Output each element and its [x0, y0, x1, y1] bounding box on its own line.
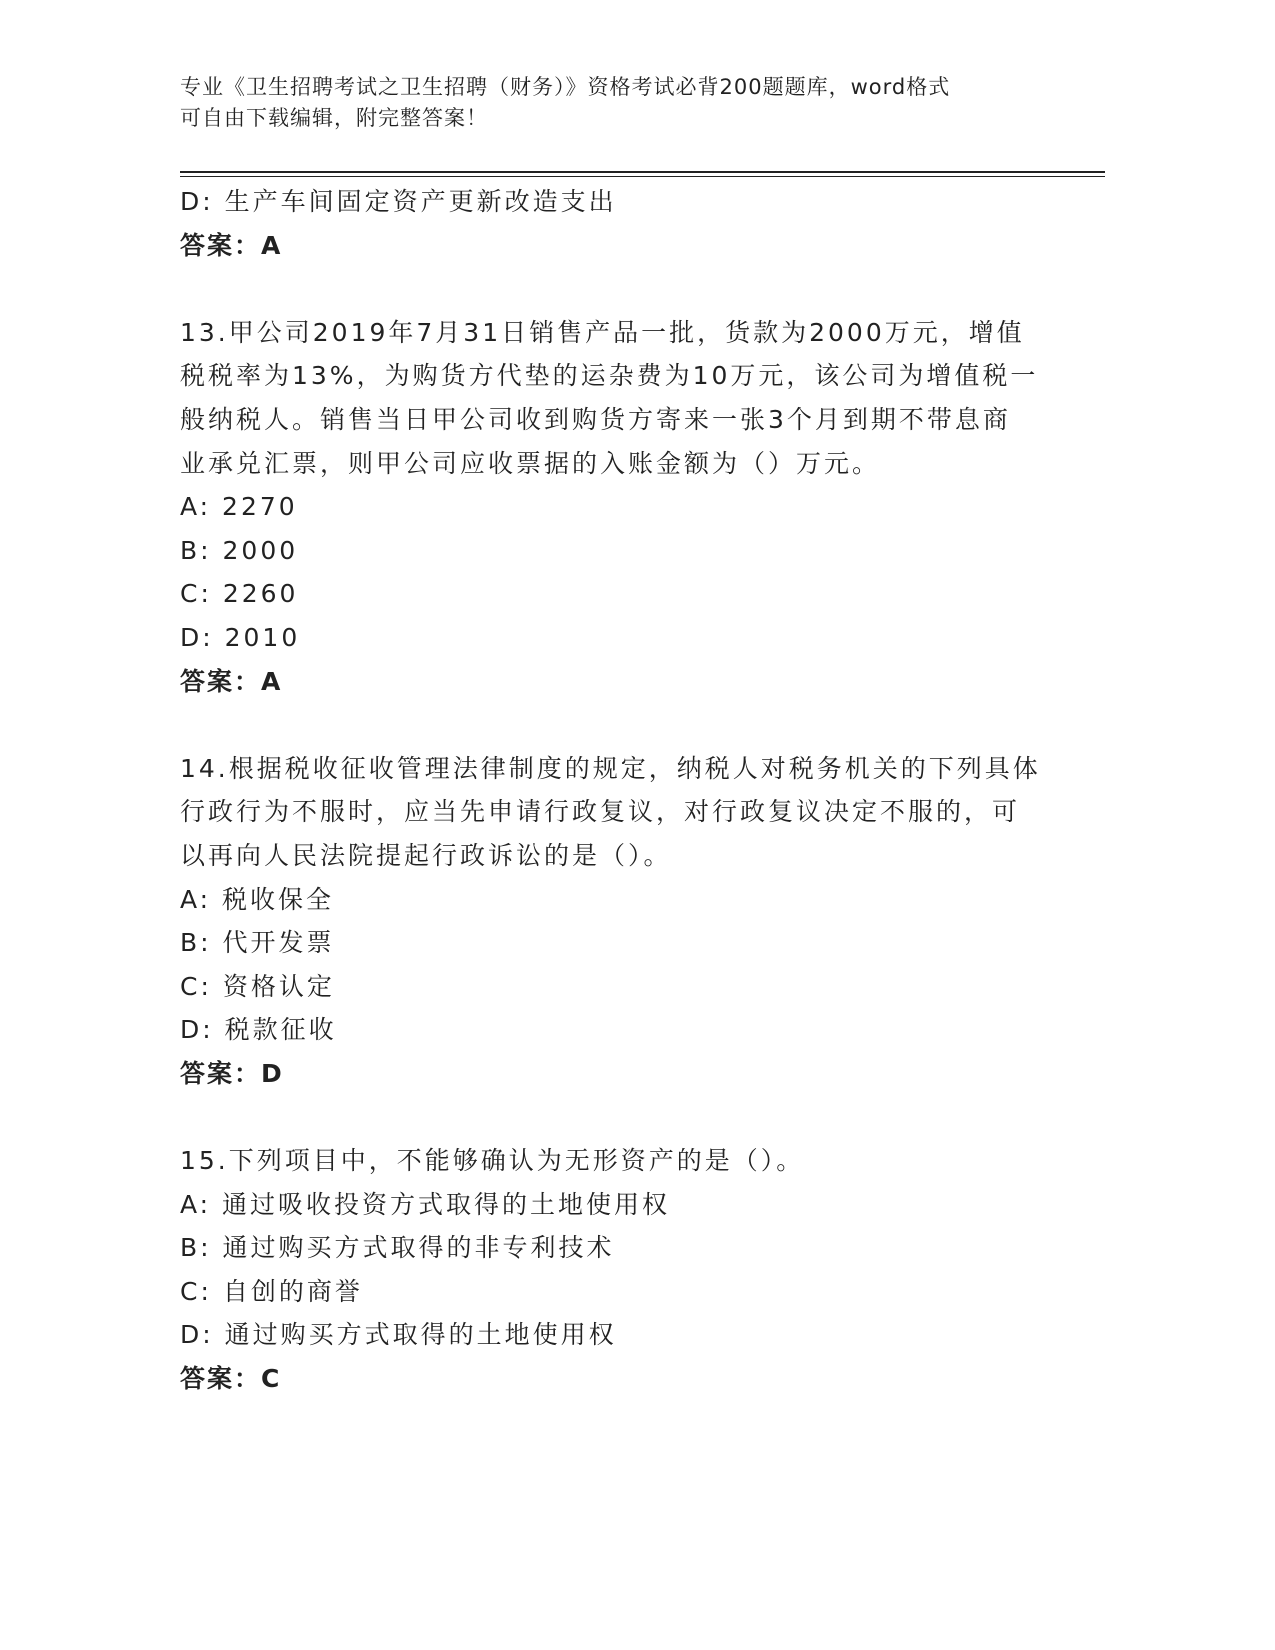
option: D: 税款征收 [180, 1015, 337, 1045]
question-text-line: 业承兑汇票，则甲公司应收票据的入账金额为（）万元。 [180, 448, 881, 478]
question-text-line: 15.下列项目中，不能够确认为无形资产的是（）。 [180, 1146, 805, 1176]
option: B: 代开发票 [180, 928, 335, 958]
question-text-line: 行政行为不服时，应当先申请行政复议，对行政复议决定不服的，可 [180, 797, 1021, 827]
option: C: 自创的商誉 [180, 1276, 363, 1306]
option: A: 税收保全 [180, 884, 335, 914]
answer: 答案：A [180, 666, 283, 696]
option: B: 2000 [180, 535, 299, 565]
document-body [180, 180, 1110, 1401]
question-text-line: 13.甲公司2019年7月31日销售产品一批，货款为2000万元，增值 [180, 317, 1025, 347]
header-divider-bottom [180, 176, 1105, 177]
option: C: 2260 [180, 579, 299, 609]
header-line-1: 专业《卫生招聘考试之卫生招聘（财务）》资格考试必背200题题库，word格式 [180, 75, 951, 99]
question-block [180, 311, 1110, 747]
option: D: 通过购买方式取得的土地使用权 [180, 1320, 617, 1350]
document-header [180, 72, 1110, 134]
answer: 答案：A [180, 230, 283, 260]
answer: 答案：D [180, 1058, 284, 1088]
question-text-line: 般纳税人。销售当日甲公司收到购货方寄来一张3个月到期不带息商 [180, 404, 1011, 434]
option: D: 2010 [180, 622, 301, 652]
question-block [180, 1139, 1110, 1401]
header-line-2: 可自由下载编辑，附完整答案！ [180, 106, 488, 130]
question-block [180, 747, 1110, 1139]
option: C: 资格认定 [180, 971, 335, 1001]
answer: 答案：C [180, 1364, 282, 1394]
question-text-line: 14.根据税收征收管理法律制度的规定，纳税人对税务机关的下列具体 [180, 753, 1041, 783]
question-list [180, 311, 1110, 1401]
option-d: D: 生产车间固定资产更新改造支出 [180, 187, 617, 216]
option: A: 2270 [180, 492, 298, 522]
option: A: 通过吸收投资方式取得的土地使用权 [180, 1189, 671, 1219]
question-text-line: 以再向人民法院提起行政诉讼的是（）。 [180, 840, 672, 870]
question-text-line: 税税率为13%，为购货方代垫的运杂费为10万元，该公司为增值税一 [180, 361, 1039, 391]
option: B: 通过购买方式取得的非专利技术 [180, 1233, 615, 1263]
header-divider-top [180, 171, 1105, 173]
